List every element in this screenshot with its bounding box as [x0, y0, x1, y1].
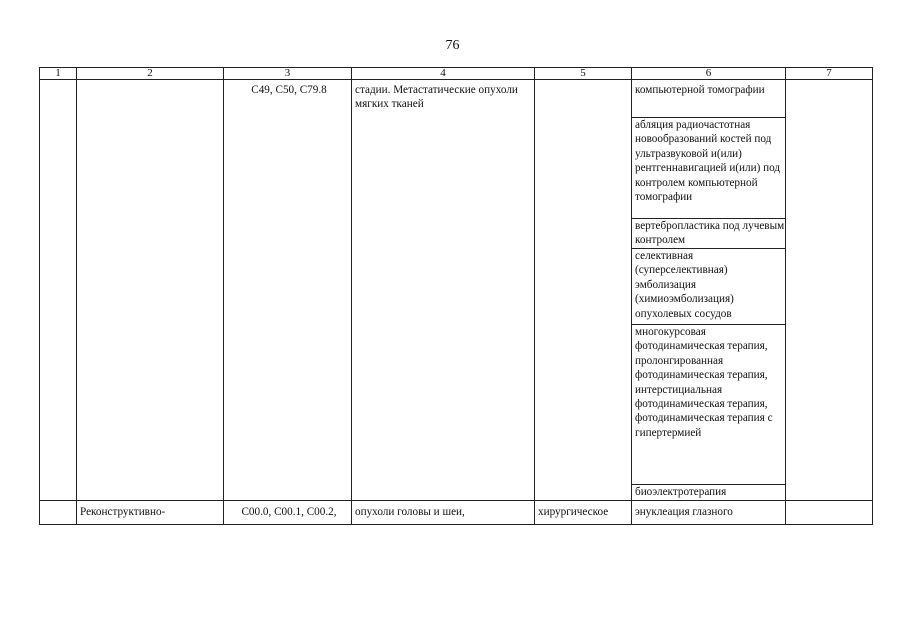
cost-cell-empty	[786, 80, 873, 501]
method-text: многокурсовая фотодинамическая терапия, пролонгированная фотодинамическая терапия, интерстициальная фотодинамическая терапия, фотодинамическая терапия с гипертермией	[635, 326, 773, 439]
method-text: энуклеация глазного	[635, 506, 733, 518]
column-number: 5	[535, 68, 632, 80]
column-number: 4	[352, 68, 535, 80]
icd-codes-cell	[224, 80, 352, 501]
disease-cell	[352, 501, 535, 525]
disease-cell	[352, 80, 535, 501]
method-text: компьютерной томографии	[635, 84, 765, 96]
cell-number-empty	[40, 80, 77, 501]
intervention-name-cell	[77, 501, 224, 525]
column-number-row	[40, 68, 873, 80]
method-cell	[632, 501, 786, 525]
method-cell	[632, 118, 786, 219]
column-number: 2	[77, 68, 224, 80]
method-cell	[632, 485, 786, 501]
method-cell	[632, 249, 786, 325]
method-text: селективная (суперселективная) эмболизация (химиоэмболизация) опухолевых сосудов	[635, 250, 734, 320]
disease-text: опухоли головы и шеи,	[355, 506, 465, 518]
method-cell	[632, 80, 786, 118]
medical-care-table	[39, 67, 873, 525]
disease-text: стадии. Метастатические опухоли мягких тканей	[355, 84, 518, 111]
method-text: абляция радиочастотная новообразований костей под ультразвуковой и(или) рентгеннавигацией и(или) под контролем компьютерной томографии	[635, 119, 781, 204]
method-text: вертебропластика под лучевым контролем	[635, 220, 785, 247]
treatment-type: хирургическое	[538, 506, 609, 518]
method-cell	[632, 325, 786, 485]
treatment-type-empty	[535, 80, 632, 501]
page-number: 76	[445, 38, 460, 53]
continued-row	[40, 80, 873, 118]
icd-codes: C00.0, C00.1, C00.2,	[241, 506, 337, 518]
method-cell	[632, 219, 786, 249]
cost-cell-empty	[786, 501, 873, 525]
icd-codes: C49, C50, C79.8	[251, 84, 327, 96]
cell-name-empty	[77, 80, 224, 501]
column-number: 3	[224, 68, 352, 80]
icd-codes-cell	[224, 501, 352, 525]
intervention-name: Реконструктивно-	[80, 506, 166, 518]
method-text: биоэлектротерапия	[635, 486, 727, 498]
next-row	[40, 501, 873, 525]
cell-number-empty	[40, 501, 77, 525]
column-number: 7	[786, 68, 873, 80]
column-number: 1	[40, 68, 77, 80]
column-number: 6	[632, 68, 786, 80]
treatment-type-cell	[535, 501, 632, 525]
